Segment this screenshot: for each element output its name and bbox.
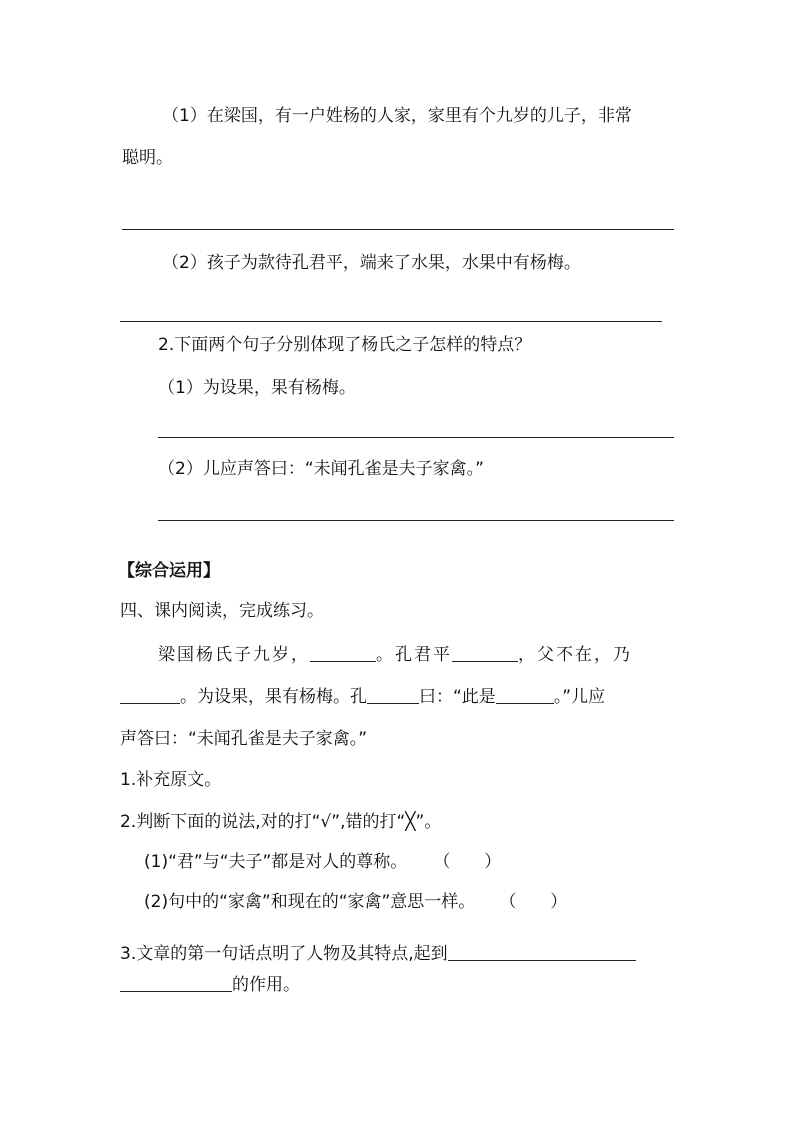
blank-5[interactable]: [496, 685, 554, 704]
answer-line-1[interactable]: [122, 229, 674, 230]
exercise-q2: 2.判断下面的说法,对的打“√”,错的打“╳”。: [120, 812, 442, 832]
blank-4[interactable]: [367, 685, 419, 704]
passage-text-2c: 。”儿应: [553, 687, 606, 707]
passage-line-3: 声答曰：“未闻孔雀是夫子家禽。”: [120, 729, 368, 749]
passage-text-1b: 。孔君平: [376, 645, 452, 665]
translation-q2: （2）孩子为款待孔君平，端来了水果，水果中有杨梅。: [162, 253, 581, 273]
blank-3[interactable]: [120, 685, 180, 704]
passage-text-2a: 。为设果，果有杨梅。孔: [180, 687, 367, 707]
exercise-q2-item-1: [144, 850, 501, 874]
blank-1[interactable]: [310, 643, 376, 662]
translation-q1-line2: 聪明。: [122, 148, 173, 168]
exercise-q3-line2: [120, 973, 300, 997]
answer-line-3[interactable]: [158, 437, 674, 438]
translation-q1-line1: （1）在梁国，有一户姓杨的人家，家里有个九岁的儿子，非常: [162, 106, 632, 126]
judgement-box-1[interactable]: （ ）: [433, 852, 502, 872]
passage-text-1c: ，父不在，乃: [518, 645, 632, 665]
exercise-q3-text: 3.文章的第一句话点明了人物及其特点,起到: [120, 944, 448, 964]
exercise-q2-item-2: [144, 890, 567, 914]
blank-q3-b[interactable]: [120, 973, 232, 992]
exercise-intro: 四、课内阅读，完成练习。: [120, 601, 324, 621]
judgement-box-2[interactable]: （ ）: [499, 892, 568, 912]
question-2-item-2: （2）儿应声答曰：“未闻孔雀是夫子家禽。”: [158, 459, 484, 479]
blank-q3-a[interactable]: [448, 942, 636, 961]
passage-text-2b: 曰：“此是: [419, 687, 496, 707]
exercise-q1: 1.补充原文。: [120, 770, 222, 790]
answer-line-4[interactable]: [158, 520, 674, 521]
exercise-q2-item-1-text: (1)“君”与“夫子”都是对人的尊称。: [144, 852, 408, 872]
question-2: 2.下面两个句子分别体现了杨氏之子怎样的特点？: [158, 335, 532, 355]
section-heading: 【综合运用】: [118, 561, 220, 581]
passage-line-2: [120, 685, 605, 709]
answer-line-2[interactable]: [120, 321, 662, 322]
passage-line-1: [158, 643, 632, 667]
question-2-item-1: （1）为设果，果有杨梅。: [158, 378, 356, 398]
passage-text-1a: 梁国杨氏子九岁，: [158, 645, 310, 665]
exercise-q2-item-2-text: (2)句中的“家禽”和现在的“家禽”意思一样。: [144, 892, 476, 912]
exercise-q3-text-end: 的作用。: [232, 975, 300, 995]
exercise-q3-line1: [120, 942, 636, 966]
blank-2[interactable]: [452, 643, 518, 662]
